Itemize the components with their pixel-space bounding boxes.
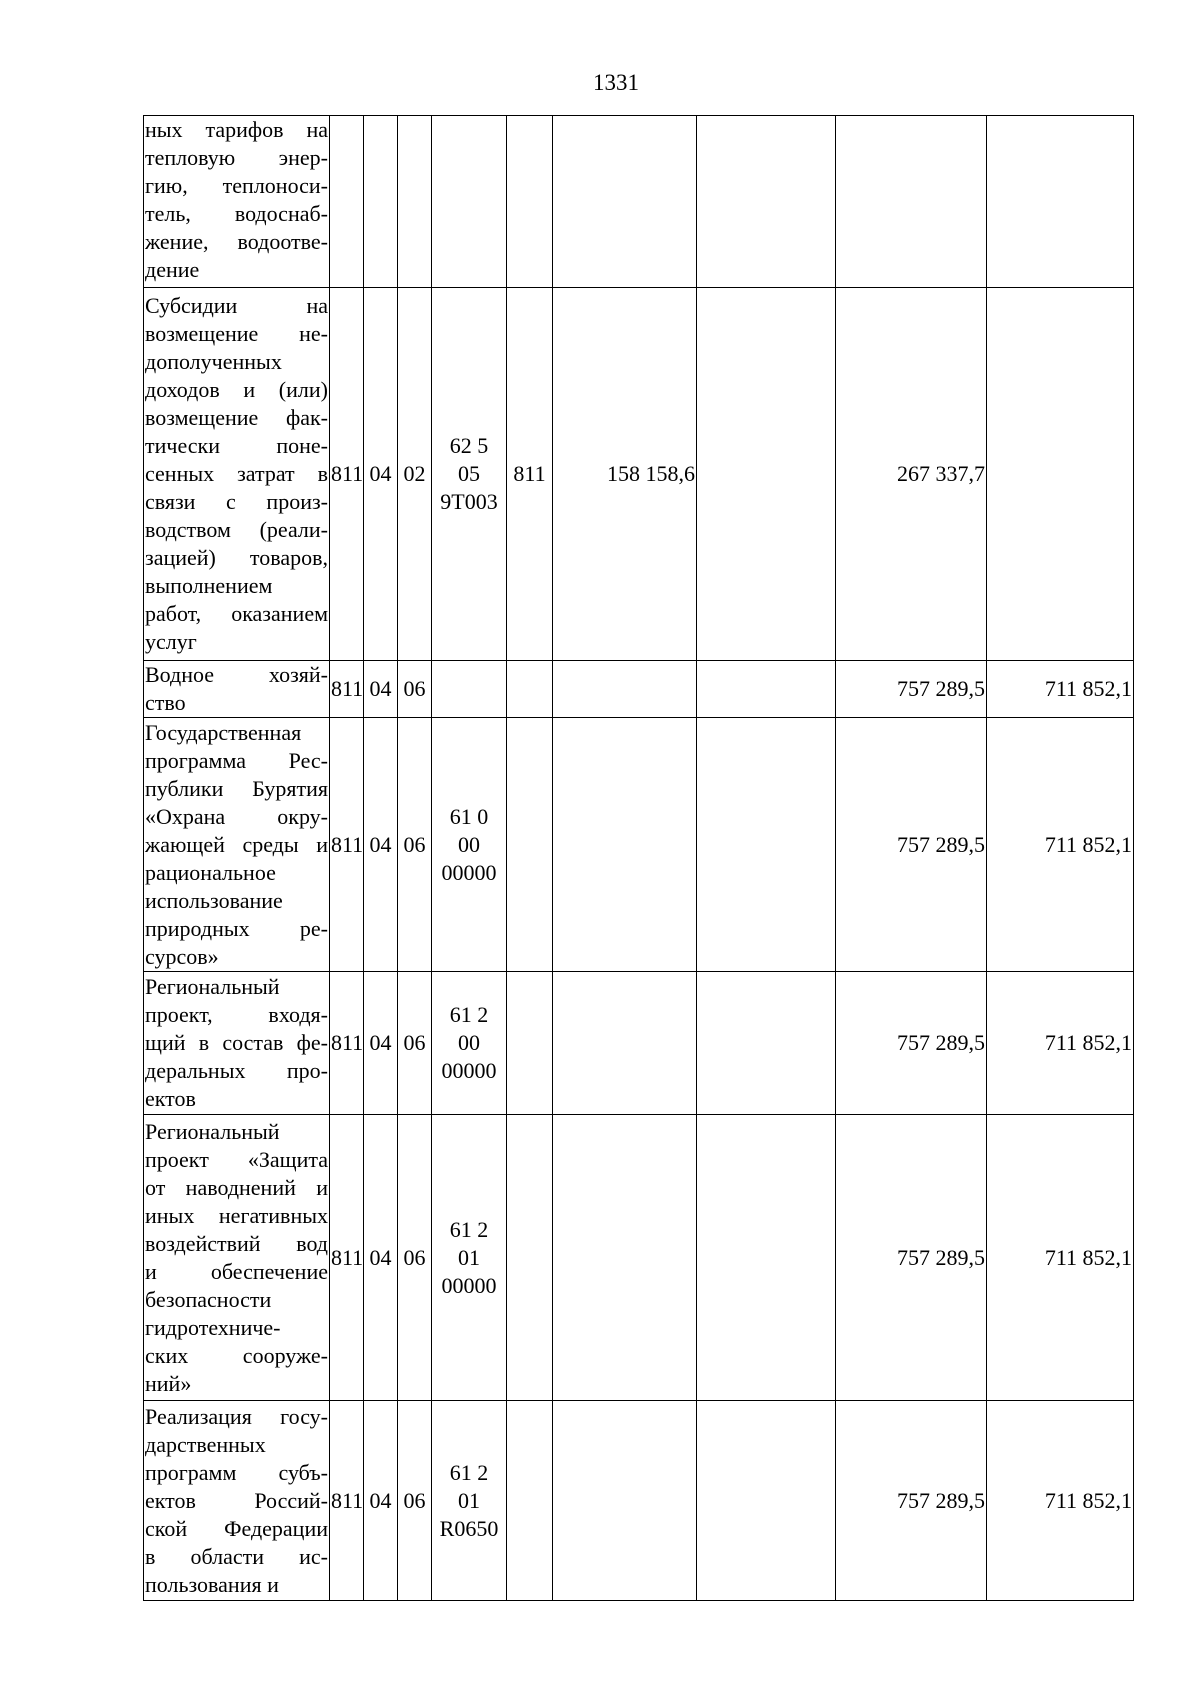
row-name-line: ектов Россий- [145,1487,328,1513]
row-name-line: сурсов» [145,943,219,969]
section-code-cell: 04 [364,288,398,661]
table-row [144,116,1134,288]
amount-cell-1 [553,972,697,1115]
amount-cell-1 [553,1401,697,1601]
subsection-code-cell: 06 [398,972,432,1115]
row-name-line: щий в состав фе- [145,1030,328,1055]
row-name-line: природных ре- [145,915,328,941]
target-article-line: 9Т003 [440,489,498,514]
row-name-line: Региональный [145,1118,280,1144]
target-article-line: 00000 [441,859,497,885]
row-name-line: от наводнений и [145,1174,328,1200]
row-name-cell [144,1401,330,1601]
target-article-line: 61 2 [449,1216,489,1242]
row-name-line: доходов и (или) [145,377,328,402]
table-row [144,1115,1134,1401]
row-name-line: публики Бурятия [145,775,328,801]
row-name-line: ных тарифов на [145,117,328,142]
row-name-line: проект, входя- [145,1002,328,1027]
amount-cell-1 [553,661,697,718]
table-row [144,288,1134,661]
amount-cell-1 [553,1115,697,1401]
amount-cell-1 [553,116,697,288]
section-code-cell: 04 [364,972,398,1115]
row-name-line: водством (реали- [145,517,328,542]
row-name-line: Субсидии на [145,293,328,318]
subsection-code-cell: 06 [398,661,432,718]
amount-cell-2 [697,1115,836,1401]
expense-type-cell [507,1115,553,1401]
row-name-line: выполнением [145,573,273,598]
row-name-line: безопасности [145,1286,272,1312]
row-name-line: проект «Защита [145,1146,328,1172]
subsection-code-cell: 02 [398,288,432,661]
row-name-line: гию, теплоноси- [145,173,328,198]
expense-type-cell [507,718,553,972]
row-name-line: тически поне- [145,433,328,458]
expense-type-cell [507,116,553,288]
row-name-line: возмещение не- [145,321,328,346]
amount-cell-4: 711 852,1 [987,718,1134,972]
amount-cell-2 [697,116,836,288]
target-article-line: 61 2 [449,1459,489,1485]
row-name-line: ний» [145,1370,192,1396]
row-name-line: программ субъ- [145,1459,328,1485]
row-name-line: и обеспечение [145,1258,328,1284]
row-name-line: ской Федерации [145,1515,328,1541]
amount-cell-3 [836,116,987,288]
table-row [144,972,1134,1115]
amount-cell-3: 757 289,5 [836,972,987,1115]
section-code-cell: 04 [364,718,398,972]
expense-type-cell [507,972,553,1115]
row-name-cell [144,661,330,718]
row-name-line: «Охрана окру- [145,803,328,829]
row-name-line: связи с произ- [145,489,328,514]
target-article-line: 01 [458,1487,480,1513]
row-name-line: работ, оказанием [145,601,328,626]
row-name-line: пользования и [145,1571,279,1597]
row-name-cell [144,116,330,288]
row-name-line: Водное хозяй- [145,662,328,687]
ministry-code-cell: 811 [330,972,364,1115]
amount-cell-4 [987,116,1134,288]
table-row [144,661,1134,718]
target-article-cell [432,288,507,661]
row-name-line: зацией) товаров, [145,545,328,570]
row-name-line: дарственных [145,1431,266,1457]
ministry-code-cell: 811 [330,718,364,972]
ministry-code-cell: 811 [330,661,364,718]
target-article-line: 00 [458,1030,480,1055]
target-article-line: 61 0 [449,803,489,829]
amount-cell-1 [553,718,697,972]
row-name-line: Региональный [145,974,280,999]
target-article-line: 62 5 [449,433,489,458]
section-code-cell: 04 [364,661,398,718]
target-article-line: 05 [458,461,480,486]
row-name-line: ство [145,690,186,715]
subsection-code-cell [398,116,432,288]
row-name-line: сенных затрат в [145,461,328,486]
section-code-cell: 04 [364,1401,398,1601]
row-name-cell [144,972,330,1115]
amount-cell-4: 711 852,1 [987,1115,1134,1401]
expense-type-cell [507,661,553,718]
row-name-line: программа Рес- [145,747,328,773]
amount-cell-3: 757 289,5 [836,718,987,972]
subsection-code-cell: 06 [398,718,432,972]
subsection-code-cell: 06 [398,1401,432,1601]
row-name-line: жение, водоотве- [145,229,328,254]
row-name-line: рациональное [145,859,276,885]
target-article-cell [432,1115,507,1401]
amount-cell-1: 158 158,6 [553,288,697,661]
expense-type-cell: 811 [507,288,553,661]
section-code-cell [364,116,398,288]
ministry-code-cell: 811 [330,1401,364,1601]
row-name-line: тель, водоснаб- [145,201,328,226]
expense-type-cell [507,1401,553,1601]
ministry-code-cell: 811 [330,1115,364,1401]
row-name-line: Реализация госу- [145,1403,328,1429]
page-number: 1331 [593,70,639,95]
target-article-line: R0650 [439,1515,499,1541]
amount-cell-4: 711 852,1 [987,1401,1134,1601]
row-name-line: гидротехниче- [145,1314,281,1340]
row-name-line: жающей среды и [145,831,328,857]
row-name-line: ских сооруже- [145,1342,328,1368]
amount-cell-2 [697,288,836,661]
subsection-code-cell: 06 [398,1115,432,1401]
target-article-line: 61 2 [449,1002,489,1027]
row-name-line: дополученных [145,349,282,374]
target-article-line: 00000 [441,1058,497,1083]
row-name-line: возмещение фак- [145,405,328,430]
ministry-code-cell [330,116,364,288]
row-name-line: деральных про- [145,1058,328,1083]
ministry-code-cell: 811 [330,288,364,661]
amount-cell-3: 267 337,7 [836,288,987,661]
table-row [144,718,1134,972]
target-article-cell [432,116,507,288]
amount-cell-2 [697,972,836,1115]
amount-cell-2 [697,661,836,718]
amount-cell-3: 757 289,5 [836,1401,987,1601]
row-name-line: воздействий вод [145,1230,328,1256]
target-article-cell [432,972,507,1115]
row-name-line: иных негативных [145,1202,328,1228]
section-code-cell: 04 [364,1115,398,1401]
amount-cell-3: 757 289,5 [836,661,987,718]
row-name-line: услуг [145,629,197,654]
row-name-cell [144,718,330,972]
amount-cell-4: 711 852,1 [987,972,1134,1115]
target-article-cell [432,661,507,718]
row-name-line: тепловую энер- [145,145,328,170]
amount-cell-4: 711 852,1 [987,661,1134,718]
table-row [144,1401,1134,1601]
row-name-cell [144,288,330,661]
row-name-line: в области ис- [145,1543,328,1569]
target-article-line: 00 [458,831,480,857]
target-article-cell [432,718,507,972]
row-name-line: Государственная [145,719,302,745]
target-article-line: 01 [458,1244,480,1270]
target-article-cell [432,1401,507,1601]
amount-cell-4 [987,288,1134,661]
row-name-line: дение [145,257,200,282]
amount-cell-3: 757 289,5 [836,1115,987,1401]
amount-cell-2 [697,718,836,972]
row-name-line: использование [145,887,283,913]
row-name-line: ектов [145,1086,196,1111]
row-name-cell [144,1115,330,1401]
budget-table [143,115,1134,1601]
target-article-line: 00000 [441,1272,497,1298]
amount-cell-2 [697,1401,836,1601]
